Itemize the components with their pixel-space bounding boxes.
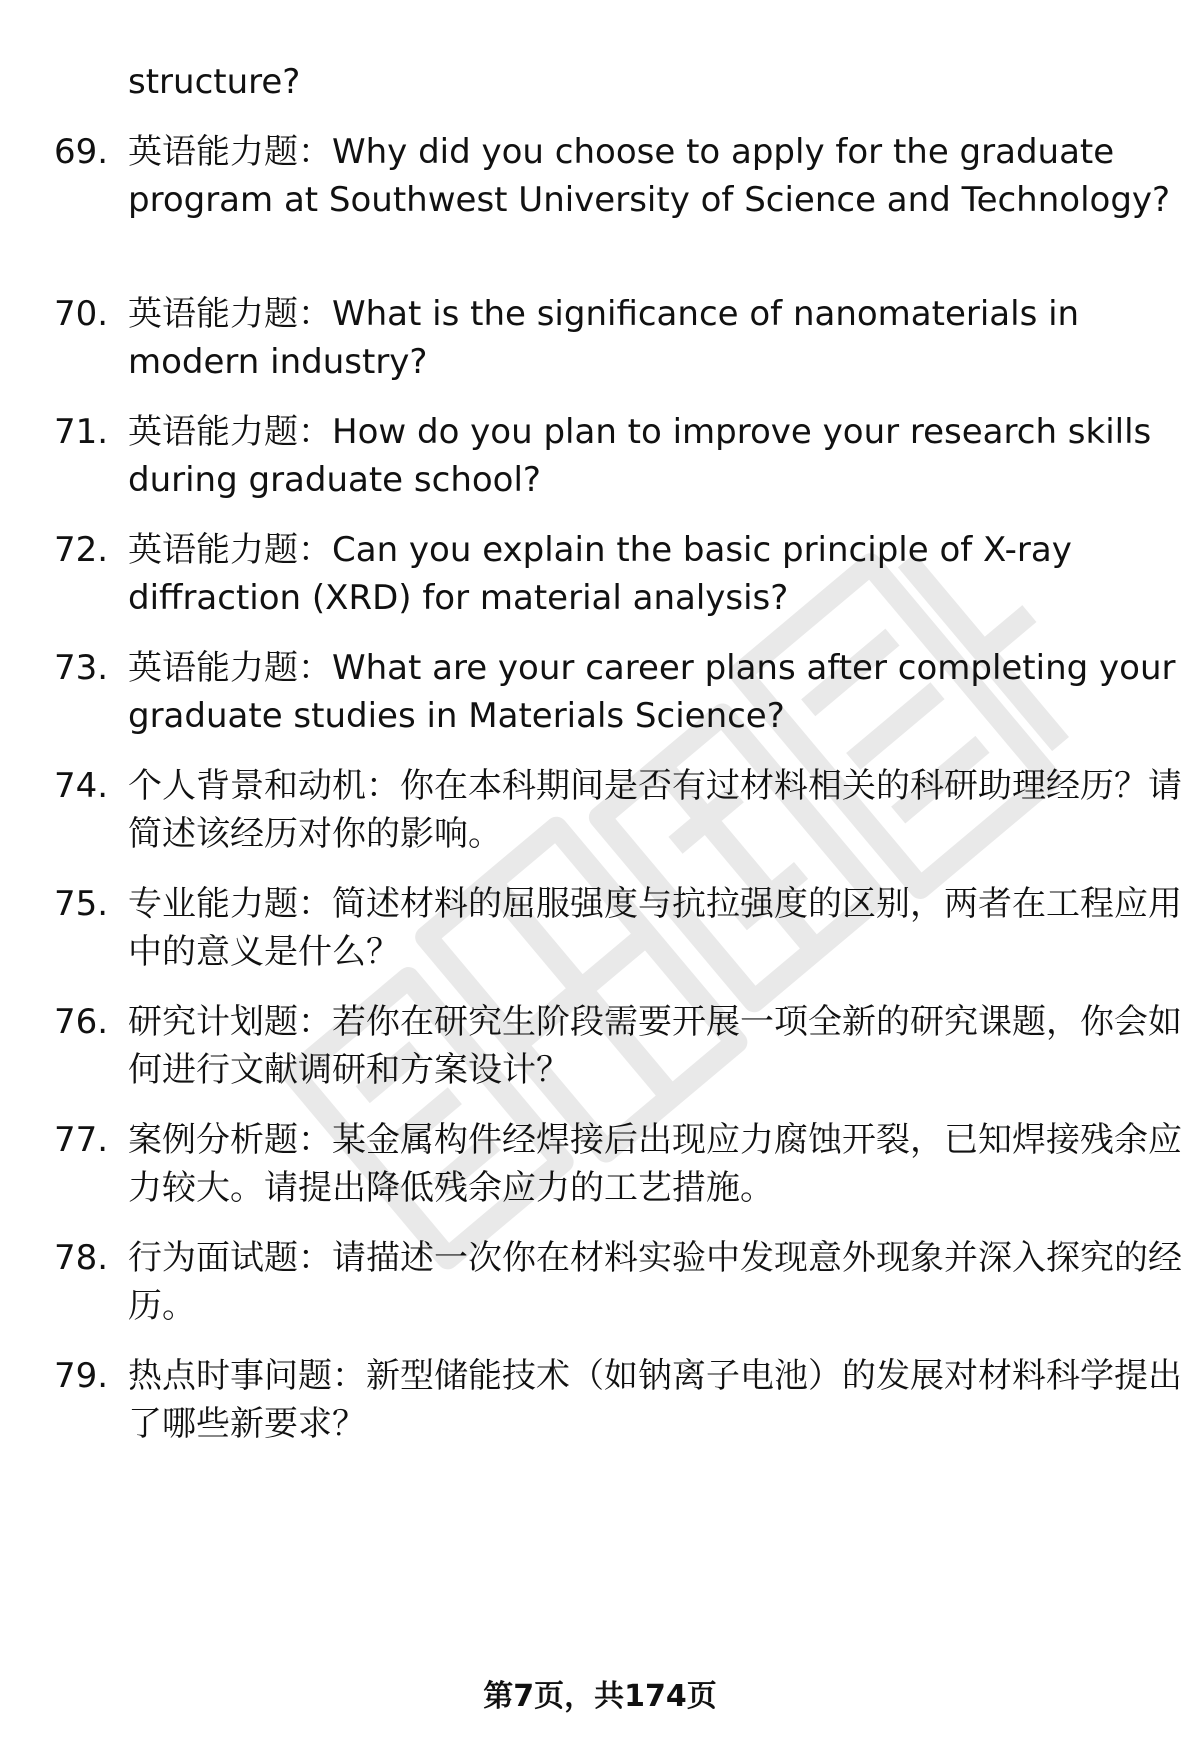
question-number: 73. bbox=[54, 648, 109, 688]
question-item-78 bbox=[54, 1234, 1182, 1330]
question-item-79 bbox=[54, 1352, 1182, 1448]
question-text: 专业能力题：简述材料的屈服强度与抗拉强度的区别，两者在工程应用中的意义是什么？ bbox=[128, 884, 1182, 972]
question-item-74 bbox=[54, 762, 1182, 858]
question-number: 75. bbox=[54, 884, 109, 924]
question-item-70 bbox=[54, 290, 1164, 386]
question-number: 76. bbox=[54, 1002, 109, 1042]
question-item-71 bbox=[54, 408, 1164, 504]
question-item-73 bbox=[54, 644, 1176, 740]
question-text: 英语能力题：What are your career plans after completing your graduate studies in Materials Science? bbox=[128, 648, 1176, 736]
continuation-text: structure? bbox=[128, 62, 301, 102]
question-text: 热点时事问题：新型储能技术（如钠离子电池）的发展对材料科学提出了哪些新要求？ bbox=[128, 1356, 1182, 1444]
question-text: 英语能力题：Can you explain the basic principle of X-ray diffraction (XRD) for material analysis? bbox=[128, 530, 1072, 618]
question-text: 英语能力题：What is the significance of nanomaterials in modern industry? bbox=[128, 294, 1080, 382]
continuation-line bbox=[54, 58, 1164, 106]
question-text: 行为面试题：请描述一次你在材料实验中发现意外现象并深入探究的经历。 bbox=[128, 1238, 1182, 1326]
question-number: 74. bbox=[54, 766, 109, 806]
question-text: 个人背景和动机：你在本科期间是否有过材料相关的科研助理经历？请简述该经历对你的影响。 bbox=[128, 766, 1182, 854]
page-number-footer: 第7页，共174页 bbox=[483, 1679, 717, 1714]
question-text: 案例分析题：某金属构件经焊接后出现应力腐蚀开裂，已知焊接残余应力较大。请提出降低残余应力的工艺措施。 bbox=[128, 1120, 1182, 1208]
question-item-72 bbox=[54, 526, 1164, 622]
question-number: 77. bbox=[54, 1120, 109, 1160]
question-item-77 bbox=[54, 1116, 1182, 1212]
question-item-76 bbox=[54, 998, 1182, 1094]
question-number: 72. bbox=[54, 530, 109, 570]
question-item-69 bbox=[54, 128, 1171, 224]
question-number: 78. bbox=[54, 1238, 109, 1278]
question-number: 70. bbox=[54, 294, 109, 334]
question-text: 研究计划题：若你在研究生阶段需要开展一项全新的研究课题，你会如何进行文献调研和方案设计？ bbox=[128, 1002, 1182, 1090]
question-number: 79. bbox=[54, 1356, 109, 1396]
question-text: 英语能力题：Why did you choose to apply for the graduate program at Southwest University of Science and Technology? bbox=[128, 132, 1171, 220]
question-text: 英语能力题：How do you plan to improve your research skills during graduate school? bbox=[128, 412, 1152, 500]
question-item-75 bbox=[54, 880, 1182, 976]
question-number: 71. bbox=[54, 412, 109, 452]
question-number: 69. bbox=[54, 132, 109, 172]
